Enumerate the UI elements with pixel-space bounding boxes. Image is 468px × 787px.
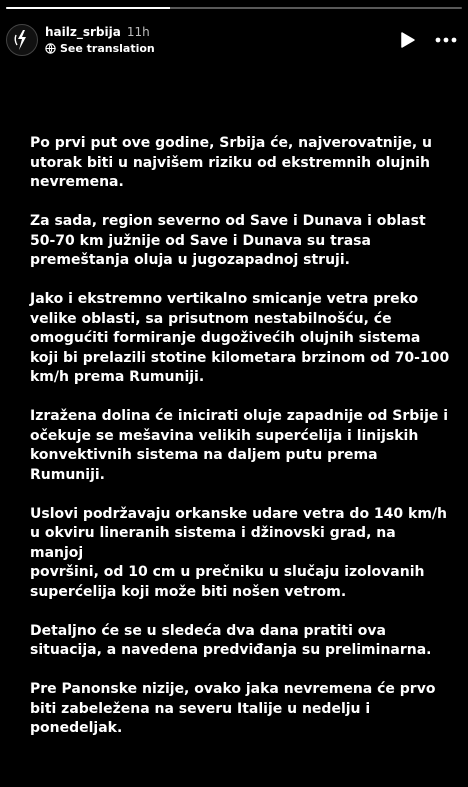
- story-text-line: situacija, a navedena predviđanja su preliminarna.: [30, 642, 432, 658]
- story-text-line: Detaljno će se u sledeća dva dana pratiti ova: [30, 622, 386, 639]
- story-text-line: nevremena.: [30, 174, 124, 190]
- story-text-line: u okviru lineranih sistema i džinovski grad, na manjoj: [30, 525, 396, 561]
- see-translation-label: See translation: [60, 42, 155, 55]
- story-text-line: površini, od 10 cm u prečniku u slučaju izolovanih: [30, 564, 425, 580]
- story-text-line: superćelija koji može biti nošen vetrom.: [30, 583, 347, 600]
- story-text: [30, 134, 450, 758]
- more-dots-icon: [435, 37, 457, 43]
- story-paragraph: [30, 212, 450, 271]
- see-translation-button[interactable]: [45, 42, 155, 55]
- story-text-line: Pre Panonske nizije, ovako jaka nevremena će prvo: [30, 681, 436, 697]
- translate-icon: [45, 43, 56, 54]
- story-paragraph: [30, 290, 450, 388]
- story-paragraph: [30, 505, 450, 603]
- more-options-button[interactable]: [434, 28, 458, 52]
- story-text-line: Izražena dolina će inicirati oluje zapadnije od Srbije i: [30, 408, 449, 424]
- story-text-line: Po prvi put ove godine, Srbija će, najverovatnije, u: [30, 135, 433, 151]
- story-text-line: velike oblasti, sa prisutnom nestabilnošću, će: [30, 310, 392, 327]
- lightning-flame-logo-icon: [12, 29, 32, 51]
- username[interactable]: hailz_srbija: [45, 25, 121, 39]
- story-text-line: ponedeljak.: [30, 720, 123, 736]
- story-text-line: premeštanja oluja u jugozapadnoj struji.: [30, 252, 350, 268]
- story-paragraph: [30, 407, 450, 485]
- play-button[interactable]: [396, 28, 420, 52]
- story-progress-fill: [6, 7, 170, 9]
- story-paragraph: [30, 680, 450, 739]
- story-header: [6, 20, 458, 60]
- story-text-line: 50-70 km južnije od Save i Dunava su trasa: [30, 232, 371, 249]
- story-text-line: biti zabeležena na severu Italije u nedelju i: [30, 700, 371, 717]
- avatar[interactable]: [6, 24, 38, 56]
- story-text-line: Uslovi podržavaju orkanske udare vetra do 140 km/h: [30, 505, 448, 522]
- play-icon: [400, 31, 416, 49]
- story-text-line: Rumuniji.: [30, 466, 105, 483]
- post-time: 11h: [126, 25, 150, 39]
- story-text-line: očekuje se mešavina velikih superćelija i linijskih: [30, 427, 419, 444]
- story-paragraph: [30, 622, 450, 661]
- story-text-line: utorak biti u najvišem riziku od ekstremnih olujnih: [30, 154, 430, 171]
- story-text-line: koji bi prelazili stotine kilometara brzinom od 70-100: [30, 349, 450, 366]
- story-paragraph: [30, 134, 450, 193]
- story-text-line: omogućiti formiranje dugoživećih olujnih sistema: [30, 330, 421, 346]
- story-text-line: Za sada, region severno od Save i Dunava i oblast: [30, 213, 426, 229]
- story-text-line: km/h prema Rumuniji.: [30, 369, 205, 385]
- story-progress-bar: [6, 7, 462, 9]
- story-text-line: Jako i ekstremno vertikalno smicanje vetra preko: [30, 291, 419, 307]
- story-text-line: konvektivnih sistema na daljem putu prema: [30, 447, 378, 463]
